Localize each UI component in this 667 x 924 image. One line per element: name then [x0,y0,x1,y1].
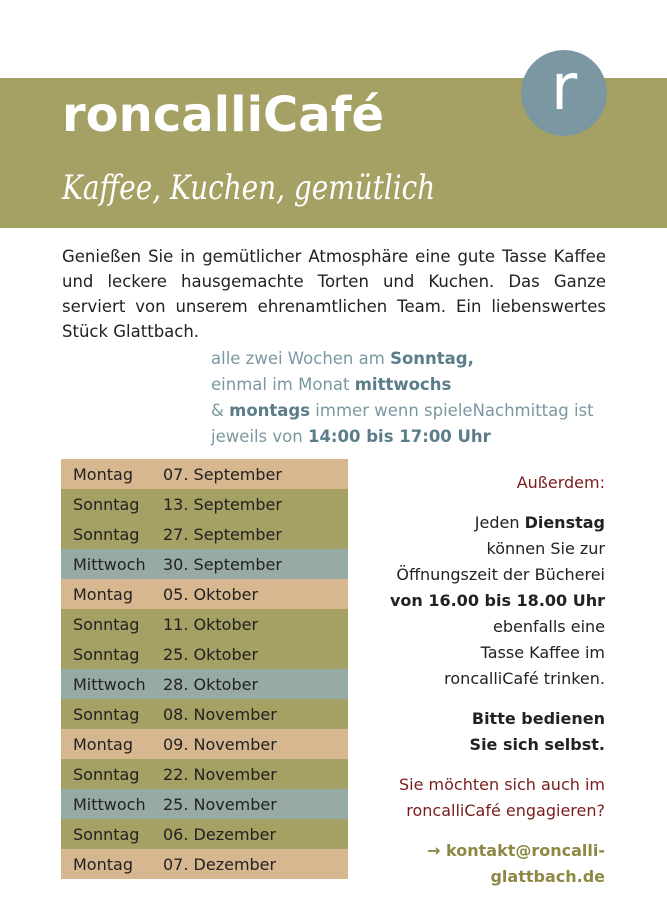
side-p3-line1: Sie möchten sich auch im [399,775,605,794]
side-p1-line7: roncalliCafé trinken. [444,669,605,688]
side-p3-line2: roncalliCafé engagieren? [406,801,605,820]
date-row-day: Montag [73,854,133,874]
date-row [61,669,348,699]
schedule-line-4: jeweils von 14:00 bis 17:00 Uhr [211,427,491,446]
date-row-date: 25. Oktober [163,644,259,664]
side-p1-line5: ebenfalls eine [492,617,605,636]
date-row [61,849,348,879]
date-row-date: 06. Dezember [163,824,277,844]
logo-badge: r [521,50,607,136]
side-p2-line1: Bitte bedienen [471,709,605,728]
date-row-date: 30. September [163,554,282,574]
side-p1-line3: Öffnungszeit der Bücherei [396,565,605,584]
date-row-date: 08. November [163,704,277,724]
side-heading: Außerdem: [516,473,605,492]
date-row-day: Montag [73,464,133,484]
date-row-day: Mittwoch [73,554,146,574]
side-p1-line6: Tasse Kaffee im [480,643,605,662]
date-row-date: 09. November [163,734,277,754]
date-row [61,459,348,489]
date-row-date: 28. Oktober [163,674,259,694]
dates-table [61,459,348,879]
date-row-day: Sonntag [73,704,140,724]
date-row-day: Mittwoch [73,674,146,694]
cafe-subtitle: Kaffee, Kuchen, gemütlich [62,168,436,208]
date-row-day: Sonntag [73,824,140,844]
cafe-title: roncalliCafé [62,87,385,143]
schedule-line-2: einmal im Monat mittwochs [211,375,452,394]
date-row [61,819,348,849]
date-row [61,579,348,609]
date-row-date: 11. Oktober [163,614,259,634]
date-row-day: Mittwoch [73,794,146,814]
schedule-line-1: alle zwei Wochen am Sonntag, [211,349,474,368]
date-row [61,519,348,549]
date-row-date: 07. Dezember [163,854,277,874]
date-row-day: Sonntag [73,764,140,784]
date-row-day: Sonntag [73,494,140,514]
schedule-line-3: & montags immer wenn spieleNachmittag ist [211,401,594,420]
date-row-date: 25. November [163,794,277,814]
date-row-date: 07. September [163,464,282,484]
side-p1-line2: können Sie zur [486,539,605,558]
date-row [61,549,348,579]
date-row-day: Sonntag [73,614,140,634]
schedule-block [211,346,594,450]
date-row-day: Sonntag [73,524,140,544]
date-row-day: Montag [73,734,133,754]
date-row-date: 27. September [163,524,282,544]
side-p1-line4: von 16.00 bis 18.00 Uhr [389,591,605,610]
date-row [61,639,348,669]
date-row [61,489,348,519]
date-row-day: Montag [73,584,133,604]
intro-text: Genießen Sie in gemütlicher Atmosphäre eine gute Tasse Kaffee und leckere hausgemachte Torten und Kuchen. Das Ganze serviert von unserem ehrenamtlichen Team. Ein liebenswertes Stück Glattbach. [62,247,606,341]
date-row [61,789,348,819]
side-info [360,470,605,890]
contact-link-line2[interactable]: glattbach.de [490,867,605,886]
date-row-date: 13. September [163,494,282,514]
side-p1-line1: Jeden Dienstag [474,513,605,532]
contact-link-line1[interactable]: → kontakt@roncalli- [427,841,605,860]
date-row-date: 05. Oktober [163,584,259,604]
side-p2-line2: Sie sich selbst. [469,735,605,754]
date-row [61,759,348,789]
date-row-date: 22. November [163,764,277,784]
date-row [61,699,348,729]
date-row-day: Sonntag [73,644,140,664]
date-row [61,609,348,639]
date-row [61,729,348,759]
